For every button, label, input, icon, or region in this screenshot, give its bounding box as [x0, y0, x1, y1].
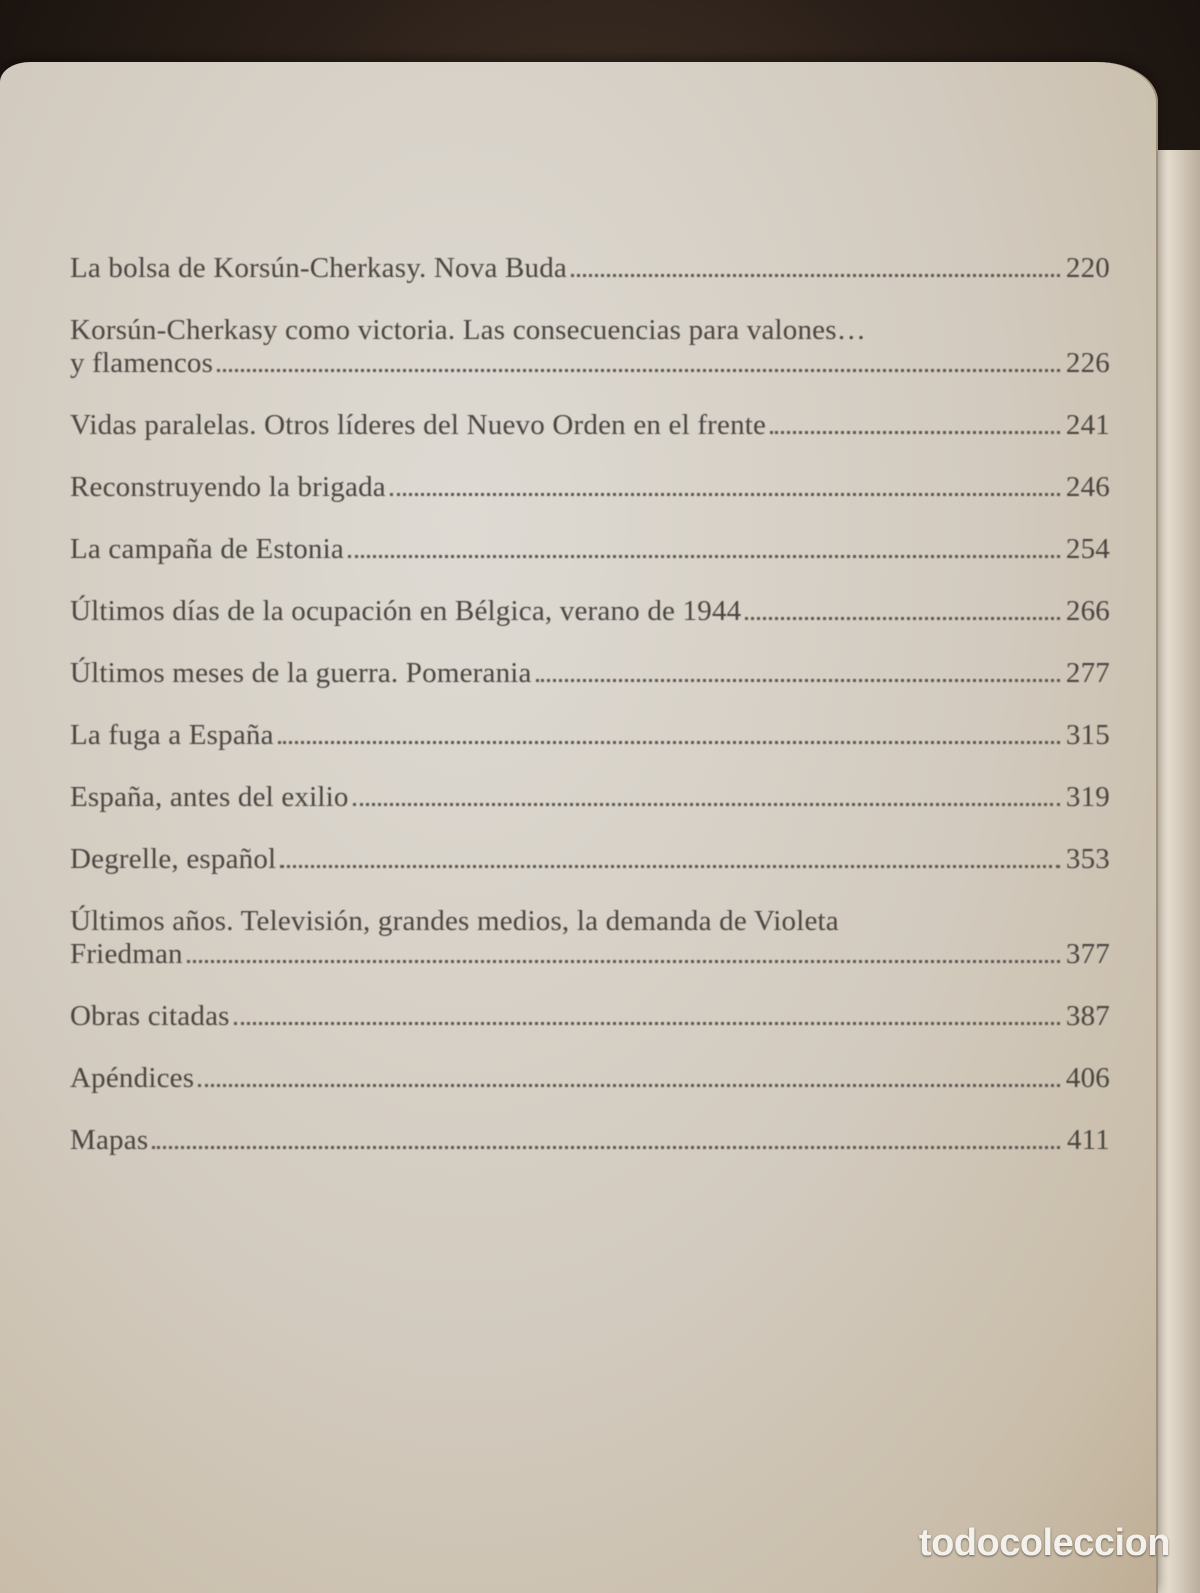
toc-entry-page: 254: [1065, 533, 1110, 565]
dot-leader: [390, 493, 1060, 496]
toc-entry-page: 411: [1066, 1124, 1110, 1156]
toc-entry: [70, 1124, 1110, 1157]
toc-entry: [70, 719, 1110, 752]
toc-entry-page: 353: [1065, 843, 1110, 875]
toc-entry-title: Apéndices: [70, 1062, 195, 1094]
toc-entry-title: Últimos meses de la guerra. Pomerania: [70, 657, 532, 689]
toc-entry: [70, 657, 1110, 690]
table-of-contents: [70, 252, 1110, 1186]
toc-entry: [70, 471, 1110, 504]
toc-entry-page: 226: [1065, 347, 1110, 379]
toc-entry: [70, 252, 1110, 285]
toc-entry: [70, 1062, 1110, 1095]
toc-entry-title: Vidas paralelas. Otros líderes del Nuevo Orden en el frente: [70, 409, 767, 441]
toc-entry-page: 241: [1065, 409, 1110, 441]
toc-entry: [70, 843, 1110, 876]
toc-entry-title-line1: Últimos años. Televisión, grandes medios, la demanda de Violeta: [70, 905, 839, 937]
toc-entry-title-line2: Friedman: [70, 938, 183, 970]
toc-entry-title-line2: y flamencos: [70, 347, 214, 379]
toc-entry-title: Reconstruyendo la brigada: [70, 471, 386, 503]
toc-entry-page: 277: [1065, 657, 1110, 689]
toc-entry-title-line1: Korsún-Cherkasy como victoria. Las consecuencias para valones…: [70, 314, 866, 346]
toc-entry-title: La fuga a España: [70, 719, 274, 751]
toc-entry-title: Últimos días de la ocupación en Bélgica, verano de 1944: [70, 595, 742, 627]
dot-leader: [571, 274, 1060, 277]
dot-leader: [187, 960, 1060, 963]
toc-entry: [70, 314, 1110, 380]
toc-entry: [70, 533, 1110, 566]
dot-leader: [152, 1146, 1060, 1149]
dot-leader: [234, 1022, 1060, 1025]
dot-leader: [280, 865, 1060, 868]
toc-entry-page: 266: [1065, 595, 1110, 627]
toc-entry: [70, 595, 1110, 628]
dot-leader: [348, 555, 1060, 558]
watermark-logo: todocoleccion: [918, 1522, 1170, 1564]
dot-leader: [536, 679, 1060, 682]
toc-entry: [70, 409, 1110, 442]
dot-leader: [198, 1084, 1060, 1087]
dot-leader: [770, 431, 1060, 434]
toc-entry-page: 377: [1065, 938, 1110, 970]
toc-entry: [70, 905, 1110, 971]
toc-entry-page: 220: [1065, 252, 1110, 284]
toc-entry-title: Mapas: [70, 1124, 149, 1156]
toc-entry-title: La campaña de Estonia: [70, 533, 344, 565]
toc-entry-page: 315: [1065, 719, 1110, 751]
book-page: [0, 62, 1158, 1593]
toc-entry: [70, 781, 1110, 814]
dot-leader: [353, 803, 1060, 806]
dot-leader: [278, 741, 1060, 744]
toc-entry-page: 246: [1065, 471, 1110, 503]
toc-entry-title: Obras citadas: [70, 1000, 230, 1032]
toc-entry-page: 406: [1065, 1062, 1110, 1094]
toc-entry-page: 319: [1065, 781, 1110, 813]
dot-leader: [745, 617, 1060, 620]
toc-entry: [70, 1000, 1110, 1033]
dot-leader: [217, 369, 1060, 372]
toc-entry-title: Degrelle, español: [70, 843, 277, 875]
toc-entry-title: España, antes del exilio: [70, 781, 349, 813]
toc-entry-title: La bolsa de Korsún-Cherkasy. Nova Buda: [70, 252, 567, 284]
toc-entry-page: 387: [1065, 1000, 1110, 1032]
toc-entry-line2: [70, 938, 1110, 971]
toc-entry-line2: [70, 347, 1110, 380]
